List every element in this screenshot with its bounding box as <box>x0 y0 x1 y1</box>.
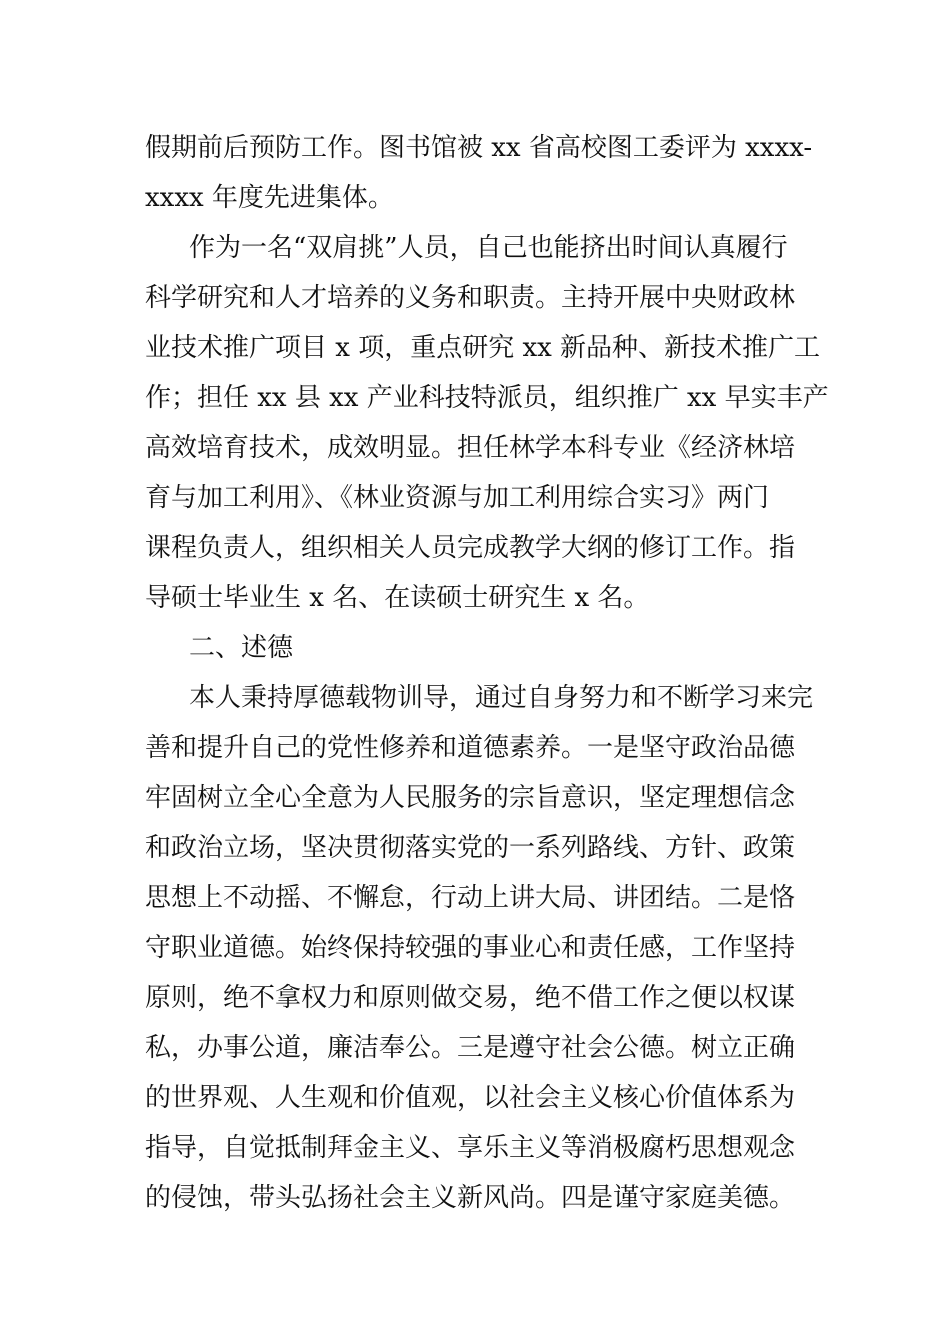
text-line-4: 科学研究和人才培养的义务和职责。主持开展中央财政林 <box>145 283 796 313</box>
text-line-19: 私，办事公道，廉洁奉公。三是遵守社会公德。树立正确 <box>145 1033 796 1063</box>
text-line-6: 作；担任 xx 县 xx 产业科技特派员，组织推广 xx 早实丰产 <box>145 383 829 413</box>
paragraph-start-line: 作为一名“双肩挑”人员，自己也能挤出时间认真履行 <box>189 233 788 263</box>
text-line-22: 的侵蚀，带头弘扬社会主义新风尚。四是谨守家庭美德。 <box>145 1183 796 1213</box>
text-line-20: 的世界观、人生观和价值观，以社会主义核心价值体系为 <box>145 1083 796 1113</box>
body-text <box>145 123 829 1223</box>
text-line-17: 守职业道德。始终保持较强的事业心和责任感，工作坚持 <box>145 933 796 963</box>
text-line-7: 高效培育技术，成效明显。担任林学本科专业《经济林培 <box>145 433 796 463</box>
text-line-8: 育与加工利用》、《林业资源与加工利用综合实习》两门 <box>145 483 770 513</box>
text-line-2: xxxx 年度先进集体。 <box>145 183 394 213</box>
text-line-21: 指导，自觉抵制拜金主义、享乐主义等消极腐朽思想观念 <box>145 1133 796 1163</box>
text-line-15: 和政治立场，坚决贯彻落实党的一系列路线、方针、政策 <box>145 833 796 863</box>
text-line-16: 思想上不动摇、不懈怠，行动上讲大局、讲团结。二是恪 <box>145 883 796 913</box>
section-heading: 二、述德 <box>189 633 294 663</box>
text-line-5: 业技术推广项目 x 项，重点研究 xx 新品种、新技术推广工 <box>145 333 821 363</box>
text-line-1: 假期前后预防工作。图书馆被 xx 省高校图工委评为 xxxx- <box>145 133 813 163</box>
text-line-10: 导硕士毕业生 x 名、在读硕士研究生 x 名。 <box>145 583 650 613</box>
text-line-14: 牢固树立全心全意为人民服务的宗旨意识，坚定理想信念 <box>145 783 796 813</box>
paragraph-start-line: 本人秉持厚德载物训导，通过自身努力和不断学习来完 <box>189 683 814 713</box>
text-line-13: 善和提升自己的党性修养和道德素养。一是坚守政治品德 <box>145 733 796 763</box>
text-line-18: 原则，绝不拿权力和原则做交易，绝不借工作之便以权谋 <box>145 983 796 1013</box>
text-line-9: 课程负责人，组织相关人员完成教学大纲的修订工作。指 <box>145 533 796 563</box>
